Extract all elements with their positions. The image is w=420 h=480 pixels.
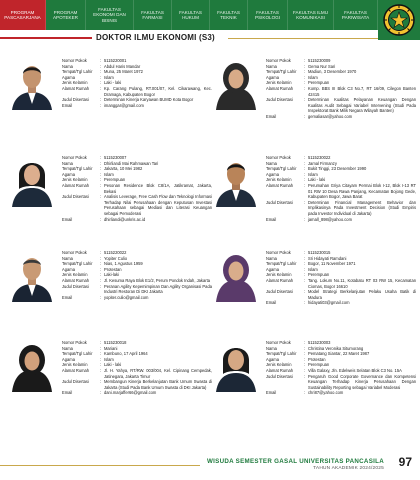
graduate-fields	[266, 155, 416, 222]
separator: :	[100, 182, 102, 188]
value-alamat: Pesonan Residence Blok C8/1A, Jatikramat, Jakarta, Bekasi	[104, 182, 212, 194]
value-agama: Protestan	[104, 266, 122, 272]
value-ttl: Kambuno, 17 April 1964	[104, 351, 148, 357]
graduate-photo	[10, 155, 54, 207]
label-jk: Jenis Kelamin	[62, 362, 88, 368]
value-nama: Yopiter Culio	[104, 255, 128, 261]
value-email[interactable]: imanggar@gmail.com	[104, 102, 144, 108]
tab-pascasarjana[interactable]: PROGRAM PASCASARJANA	[0, 0, 46, 30]
value-jk: Perempuan	[308, 362, 330, 368]
separator: :	[100, 266, 102, 272]
separator: :	[304, 340, 306, 345]
label-judul: Judul Disertasi	[62, 194, 89, 200]
value-email[interactable]: gemaliasar@yahoo.com	[308, 113, 353, 119]
person-photo-icon	[10, 340, 54, 392]
value-email[interactable]: jamall_898@yahoo.com	[308, 216, 352, 222]
tab-hukum[interactable]: FAKULTAS HUKUM	[172, 0, 210, 30]
value-nama: Christina Veronika Situmorang	[308, 345, 364, 351]
label-nama: Nama	[62, 345, 73, 351]
page-footer	[0, 450, 420, 480]
separator: :	[100, 80, 102, 86]
label-ttl: Tempat/Tgl Lahir	[266, 166, 297, 172]
value-ttl: Pematang Siantar, 22 Maret 1987	[308, 351, 370, 357]
value-alamat: Jl. H. Yahya, RT/RW. 003/004, Kel. Cipinang Cempedak, Jatinegara, Jakarta Timur	[104, 367, 212, 379]
value-judul: Determinan Kinerja Karyawan BUMD Kota Bogor	[104, 97, 194, 103]
label-judul: Judul Disertasi	[266, 373, 293, 379]
separator: :	[100, 166, 102, 172]
value-alamat: Villa Galaxy, Jln. Edelweis Selatan Blok C3 No. 15A	[308, 367, 402, 373]
separator: :	[100, 367, 102, 373]
page-title: DOKTOR ILMU EKONOMI (S3)	[96, 33, 215, 42]
tab-ekonomi-bisnis[interactable]: FAKULTAS EKONOMI DAN BISNIS	[86, 0, 134, 30]
separator: :	[304, 390, 306, 396]
value-nomor-pokok: 5115230007	[104, 155, 127, 160]
value-agama: Protestan	[308, 356, 326, 362]
separator: :	[100, 345, 102, 351]
footer-academic-year: TAHUN AKADEMIK 2024/2025	[313, 466, 384, 471]
separator: :	[100, 216, 102, 222]
graduate-card	[214, 340, 419, 445]
separator: :	[304, 351, 306, 357]
label-nomor-pokok: Nomor Pokok	[266, 250, 291, 255]
graduate-fields	[266, 58, 416, 120]
label-jk: Jenis Kelamin	[266, 80, 292, 86]
value-nomor-pokok: 5115220022	[104, 250, 127, 255]
label-alamat: Alamat Rumah	[62, 277, 90, 283]
label-nama: Nama	[62, 255, 73, 261]
separator: :	[100, 250, 102, 255]
separator: :	[304, 177, 306, 183]
separator: :	[100, 351, 102, 357]
separator: :	[304, 113, 306, 119]
label-email: Email	[62, 294, 73, 300]
value-nama: Dhirliandi Mai Rahmawan Tari	[104, 160, 159, 166]
label-email: Email	[266, 113, 277, 119]
label-nomor-pokok: Nomor Pokok	[266, 155, 291, 160]
value-judul: Pengaruh Good Corporate Governance dan Kompetensi Keuangan Terhadap Kinerja Perusahaan Dengan Sustainability Reporting sebagai Variabel Moderasi	[308, 373, 416, 390]
value-nama: Gema Nur Sari	[308, 63, 336, 69]
label-email: Email	[62, 102, 73, 108]
value-agama: Islam	[308, 74, 318, 80]
separator: :	[100, 63, 102, 69]
label-nomor-pokok: Nomor Pokok	[62, 155, 87, 160]
label-judul: Judul Disertasi	[266, 289, 293, 295]
value-agama: Islam	[104, 74, 114, 80]
separator: :	[304, 373, 306, 379]
graduate-card	[10, 340, 215, 445]
separator: :	[304, 199, 306, 205]
separator: :	[100, 379, 102, 385]
separator: :	[304, 289, 306, 295]
label-judul: Judul Disertasi	[266, 97, 293, 103]
value-judul: Analisis Leverage, Free Cash Flow dan Teknologi Informasi Terhadap Nilai Perusahaan dengan Keputusan Investasi Perusahaan sebagai Mediasi dan Literasi Keuangan sebagai Pemoderasi	[104, 194, 212, 216]
separator: :	[100, 340, 102, 345]
label-email: Email	[266, 390, 277, 396]
value-ttl: Bogor, 11 November 1971	[308, 261, 356, 267]
separator: :	[304, 182, 306, 188]
person-photo-icon	[214, 155, 258, 207]
label-email: Email	[266, 300, 277, 306]
separator: :	[304, 63, 306, 69]
label-ttl: Tempat/Tgl Lahir	[266, 69, 297, 75]
separator: :	[304, 74, 306, 80]
separator: :	[100, 261, 102, 267]
label-nama: Nama	[266, 345, 277, 351]
faculty-nav	[0, 0, 420, 30]
separator: :	[100, 177, 102, 183]
value-agama: Islam	[308, 266, 318, 272]
separator: :	[100, 362, 102, 368]
graduate-fields	[62, 340, 212, 396]
label-agama: Agama	[266, 74, 279, 80]
person-photo-icon	[10, 155, 54, 207]
separator: :	[304, 58, 306, 63]
separator: :	[100, 283, 102, 289]
label-judul: Judul Disertasi	[266, 199, 293, 205]
value-ttl: Nias, 1 Agustus 1959	[104, 261, 143, 267]
separator: :	[100, 277, 102, 283]
value-nomor-pokok: 5115230003	[308, 340, 331, 345]
label-alamat: Alamat Rumah	[266, 85, 294, 91]
separator: :	[304, 345, 306, 351]
separator: :	[304, 80, 306, 86]
value-alamat: Komp. BBS III Blok C3 No.7, RT 16/09, Cilegon Banten 42415	[308, 85, 416, 97]
separator: :	[100, 85, 102, 91]
label-email: Email	[266, 216, 277, 222]
value-nomor-pokok: 5115220001	[104, 58, 127, 63]
separator: :	[304, 160, 306, 166]
tab-ilmu-komunikasi[interactable]: FAKULTAS ILMU KOMUNIKASI	[288, 0, 334, 30]
value-nomor-pokok: 5115230015	[308, 250, 331, 255]
label-nomor-pokok: Nomor Pokok	[62, 250, 87, 255]
label-jk: Jenis Kelamin	[62, 177, 88, 183]
value-ttl: Madiun, 3 Desember 1970	[308, 69, 357, 75]
label-email: Email	[62, 390, 73, 396]
person-photo-icon	[10, 58, 54, 110]
value-email[interactable]: hidayati03@gmail.com	[308, 300, 350, 306]
graduate-photo	[10, 250, 54, 302]
label-nomor-pokok: Nomor Pokok	[266, 340, 291, 345]
value-jk: Laki-laki	[104, 272, 120, 278]
value-nomor-pokok: 5115230022	[308, 155, 331, 160]
separator: :	[304, 97, 306, 103]
separator: :	[100, 255, 102, 261]
label-nama: Nama	[266, 63, 277, 69]
tab-farmasi[interactable]: FAKULTAS FARMASI	[134, 0, 172, 30]
title-divider	[228, 38, 378, 39]
label-nama: Nama	[266, 160, 277, 166]
tab-apoteker[interactable]: PROGRAM APOTEKER	[46, 0, 86, 30]
graduate-card	[10, 155, 215, 260]
label-agama: Agama	[266, 266, 279, 272]
label-nama: Nama	[62, 160, 73, 166]
label-nama: Nama	[62, 63, 73, 69]
label-ttl: Tempat/Tgl Lahir	[62, 351, 93, 357]
label-judul: Judul Disertasi	[62, 379, 89, 385]
label-judul: Judul Disertasi	[62, 97, 89, 103]
label-agama: Agama	[62, 171, 75, 177]
value-judul: Peranan Agility Kepemimpinan Dan Agility Organisasi Pada Industri Restoran Di DKI Jakarta	[104, 283, 212, 295]
separator: :	[304, 166, 306, 172]
label-alamat: Alamat Rumah	[266, 277, 294, 283]
person-photo-icon	[214, 340, 258, 392]
label-jk: Jenis Kelamin	[62, 80, 88, 86]
value-email[interactable]: yopiter.culio@gmail.com	[104, 294, 149, 300]
label-agama: Agama	[62, 74, 75, 80]
tab-pariwisata[interactable]: FAKULTAS PARIWISATA	[334, 0, 378, 30]
value-jk: Perempuan	[308, 80, 330, 86]
title-accent-line	[0, 37, 92, 39]
separator: :	[100, 58, 102, 63]
separator: :	[100, 356, 102, 362]
graduate-photo	[214, 58, 258, 110]
value-nama: Sri Hidayati Ramdani	[308, 255, 347, 261]
value-ttl: Muna, 25 Maret 1972	[104, 69, 143, 75]
label-agama: Agama	[62, 356, 75, 362]
separator: :	[304, 250, 306, 255]
graduate-photo	[10, 58, 54, 110]
value-judul: Determinan Financial Management Behavior dan Implikasinya Pada Investment Decision (Studi Empiris pada Investor Individual di Jakarta)	[308, 199, 416, 216]
graduate-card	[214, 58, 419, 163]
person-photo-icon	[10, 250, 54, 302]
label-alamat: Alamat Rumah	[62, 85, 90, 91]
separator: :	[100, 171, 102, 177]
value-nama: Jamal Firmanzy	[308, 160, 337, 166]
separator: :	[100, 272, 102, 278]
label-jk: Jenis Kelamin	[266, 272, 292, 278]
label-ttl: Tempat/Tgl Lahir	[266, 261, 297, 267]
label-agama: Agama	[266, 356, 279, 362]
separator: :	[100, 390, 102, 396]
value-agama: Islam	[104, 356, 114, 362]
label-ttl: Tempat/Tgl Lahir	[62, 69, 93, 75]
value-ttl: Bukit Tinggi, 23 Desember 1990	[308, 166, 367, 172]
separator: :	[304, 300, 306, 306]
label-nomor-pokok: Nomor Pokok	[62, 340, 87, 345]
footer-divider	[0, 465, 200, 466]
graduate-fields	[266, 250, 416, 306]
value-jk: Laki - laki	[308, 177, 326, 183]
label-ttl: Tempat/Tgl Lahir	[62, 261, 93, 267]
graduate-fields	[62, 58, 212, 108]
label-ttl: Tempat/Tgl Lahir	[62, 166, 93, 172]
tab-psikologi[interactable]: FAKULTAS PSIKOLOGI	[248, 0, 288, 30]
footer-event-title: WISUDA SEMESTER GASAL UNIVERSITAS PANCASILA	[207, 458, 384, 465]
separator: :	[100, 294, 102, 300]
university-logo	[378, 0, 420, 40]
separator: :	[304, 266, 306, 272]
label-agama: Agama	[266, 171, 279, 177]
value-nama: Abdul Haris Mandar	[104, 63, 141, 69]
label-jk: Jenis Kelamin	[266, 177, 292, 183]
label-agama: Agama	[62, 266, 75, 272]
value-alamat: Jl. Kesuma Raya Blok E1/2, Perum Pondok Indah, Jakarta	[104, 277, 211, 283]
value-agama: Islam	[308, 171, 318, 177]
separator: :	[100, 69, 102, 75]
graduate-photo	[214, 155, 258, 207]
separator: :	[304, 356, 306, 362]
value-jk: Laki - laki	[104, 362, 122, 368]
value-agama: Islam	[104, 171, 114, 177]
graduate-card	[214, 155, 419, 260]
separator: :	[100, 97, 102, 103]
value-judul: Determinan Kualitas Pelayanan Keuangan Dengan Kualitas Audit Sebagai Variabel Intervening (Studi Pada Inspektorat Bank Milik Negara Wilayah Banten)	[308, 97, 416, 114]
separator: :	[304, 367, 306, 373]
separator: :	[100, 74, 102, 80]
label-nomor-pokok: Nomor Pokok	[266, 58, 291, 63]
separator: :	[100, 194, 102, 200]
value-judul: Membangun Kinerja Berkelanjutan Bank Umum Swasta di Jakarta (Studi Pada Bank Umum Swasta di DKI Jakarta)	[104, 379, 212, 390]
separator: :	[304, 277, 306, 283]
label-alamat: Alamat Rumah	[62, 367, 90, 373]
graduate-fields	[266, 340, 416, 396]
label-alamat: Alamat Rumah	[62, 182, 90, 188]
page-number: 97	[398, 455, 412, 469]
label-nomor-pokok: Nomor Pokok	[62, 58, 87, 63]
label-ttl: Tempat/Tgl Lahir	[266, 351, 297, 357]
separator: :	[304, 155, 306, 160]
value-email[interactable]: chri87@yahoo.com	[308, 390, 344, 396]
separator: :	[304, 272, 306, 278]
value-alamat: Kp. Carang Pulang, RT.001/07, Kel. Cikarawang, Kec. Dramaga, Kabupaten Bogor	[104, 85, 212, 97]
graduate-card	[10, 58, 215, 163]
graduate-photo	[214, 250, 258, 302]
separator: :	[304, 69, 306, 75]
label-alamat: Alamat Rumah	[266, 182, 294, 188]
label-jk: Jenis Kelamin	[266, 362, 292, 368]
label-jk: Jenis Kelamin	[62, 272, 88, 278]
separator: :	[304, 261, 306, 267]
value-nomor-pokok: 5115230009	[308, 58, 331, 63]
separator: :	[100, 102, 102, 108]
graduate-fields	[62, 250, 212, 300]
value-judul: Model Strategi Berkelanjutan Pelaku Usaha Batik di Madura	[308, 289, 416, 300]
separator: :	[304, 255, 306, 261]
label-alamat: Alamat Rumah	[266, 367, 294, 373]
graduate-photo	[10, 340, 54, 392]
graduate-photo	[214, 340, 258, 392]
emblem-icon	[383, 4, 415, 36]
value-email[interactable]: dhirliandi@unkris.ac.id	[104, 216, 146, 222]
person-photo-icon	[214, 58, 258, 110]
value-alamat: Perumahan Griya Citayam Permai Blok I-12, Blok I-13 RT 01 RW 10 Desa Rawa Panjang, Kecamatan Bojong Gede, Kabupaten Bogor, Jawa Barat	[308, 182, 416, 200]
value-email[interactable]: dani.marjaffer66@gmail.com	[104, 390, 157, 396]
value-jk: Perempuan	[104, 177, 126, 183]
value-nomor-pokok: 5115230018	[104, 340, 127, 345]
separator: :	[304, 171, 306, 177]
separator: :	[100, 155, 102, 160]
separator: :	[304, 85, 306, 91]
graduate-fields	[62, 155, 212, 222]
value-jk: Perempuan	[308, 272, 330, 278]
separator: :	[304, 216, 306, 222]
value-jk: Laki - laki	[104, 80, 122, 86]
tab-teknik[interactable]: FAKULTAS TEKNIK	[210, 0, 248, 30]
value-nama: Mariani	[104, 345, 118, 351]
separator: :	[304, 362, 306, 368]
value-alamat: Tang. Lokum No.11, Kotabatu RT 03 RW 15, Kecamatan Ciomas, Bogor 16610	[308, 277, 416, 289]
value-ttl: Jakarta, 10 Mei 1982	[104, 166, 143, 172]
label-judul: Judul Disertasi	[62, 283, 89, 289]
label-nama: Nama	[266, 255, 277, 261]
label-email: Email	[62, 216, 73, 222]
person-photo-icon	[214, 250, 258, 302]
separator: :	[100, 160, 102, 166]
